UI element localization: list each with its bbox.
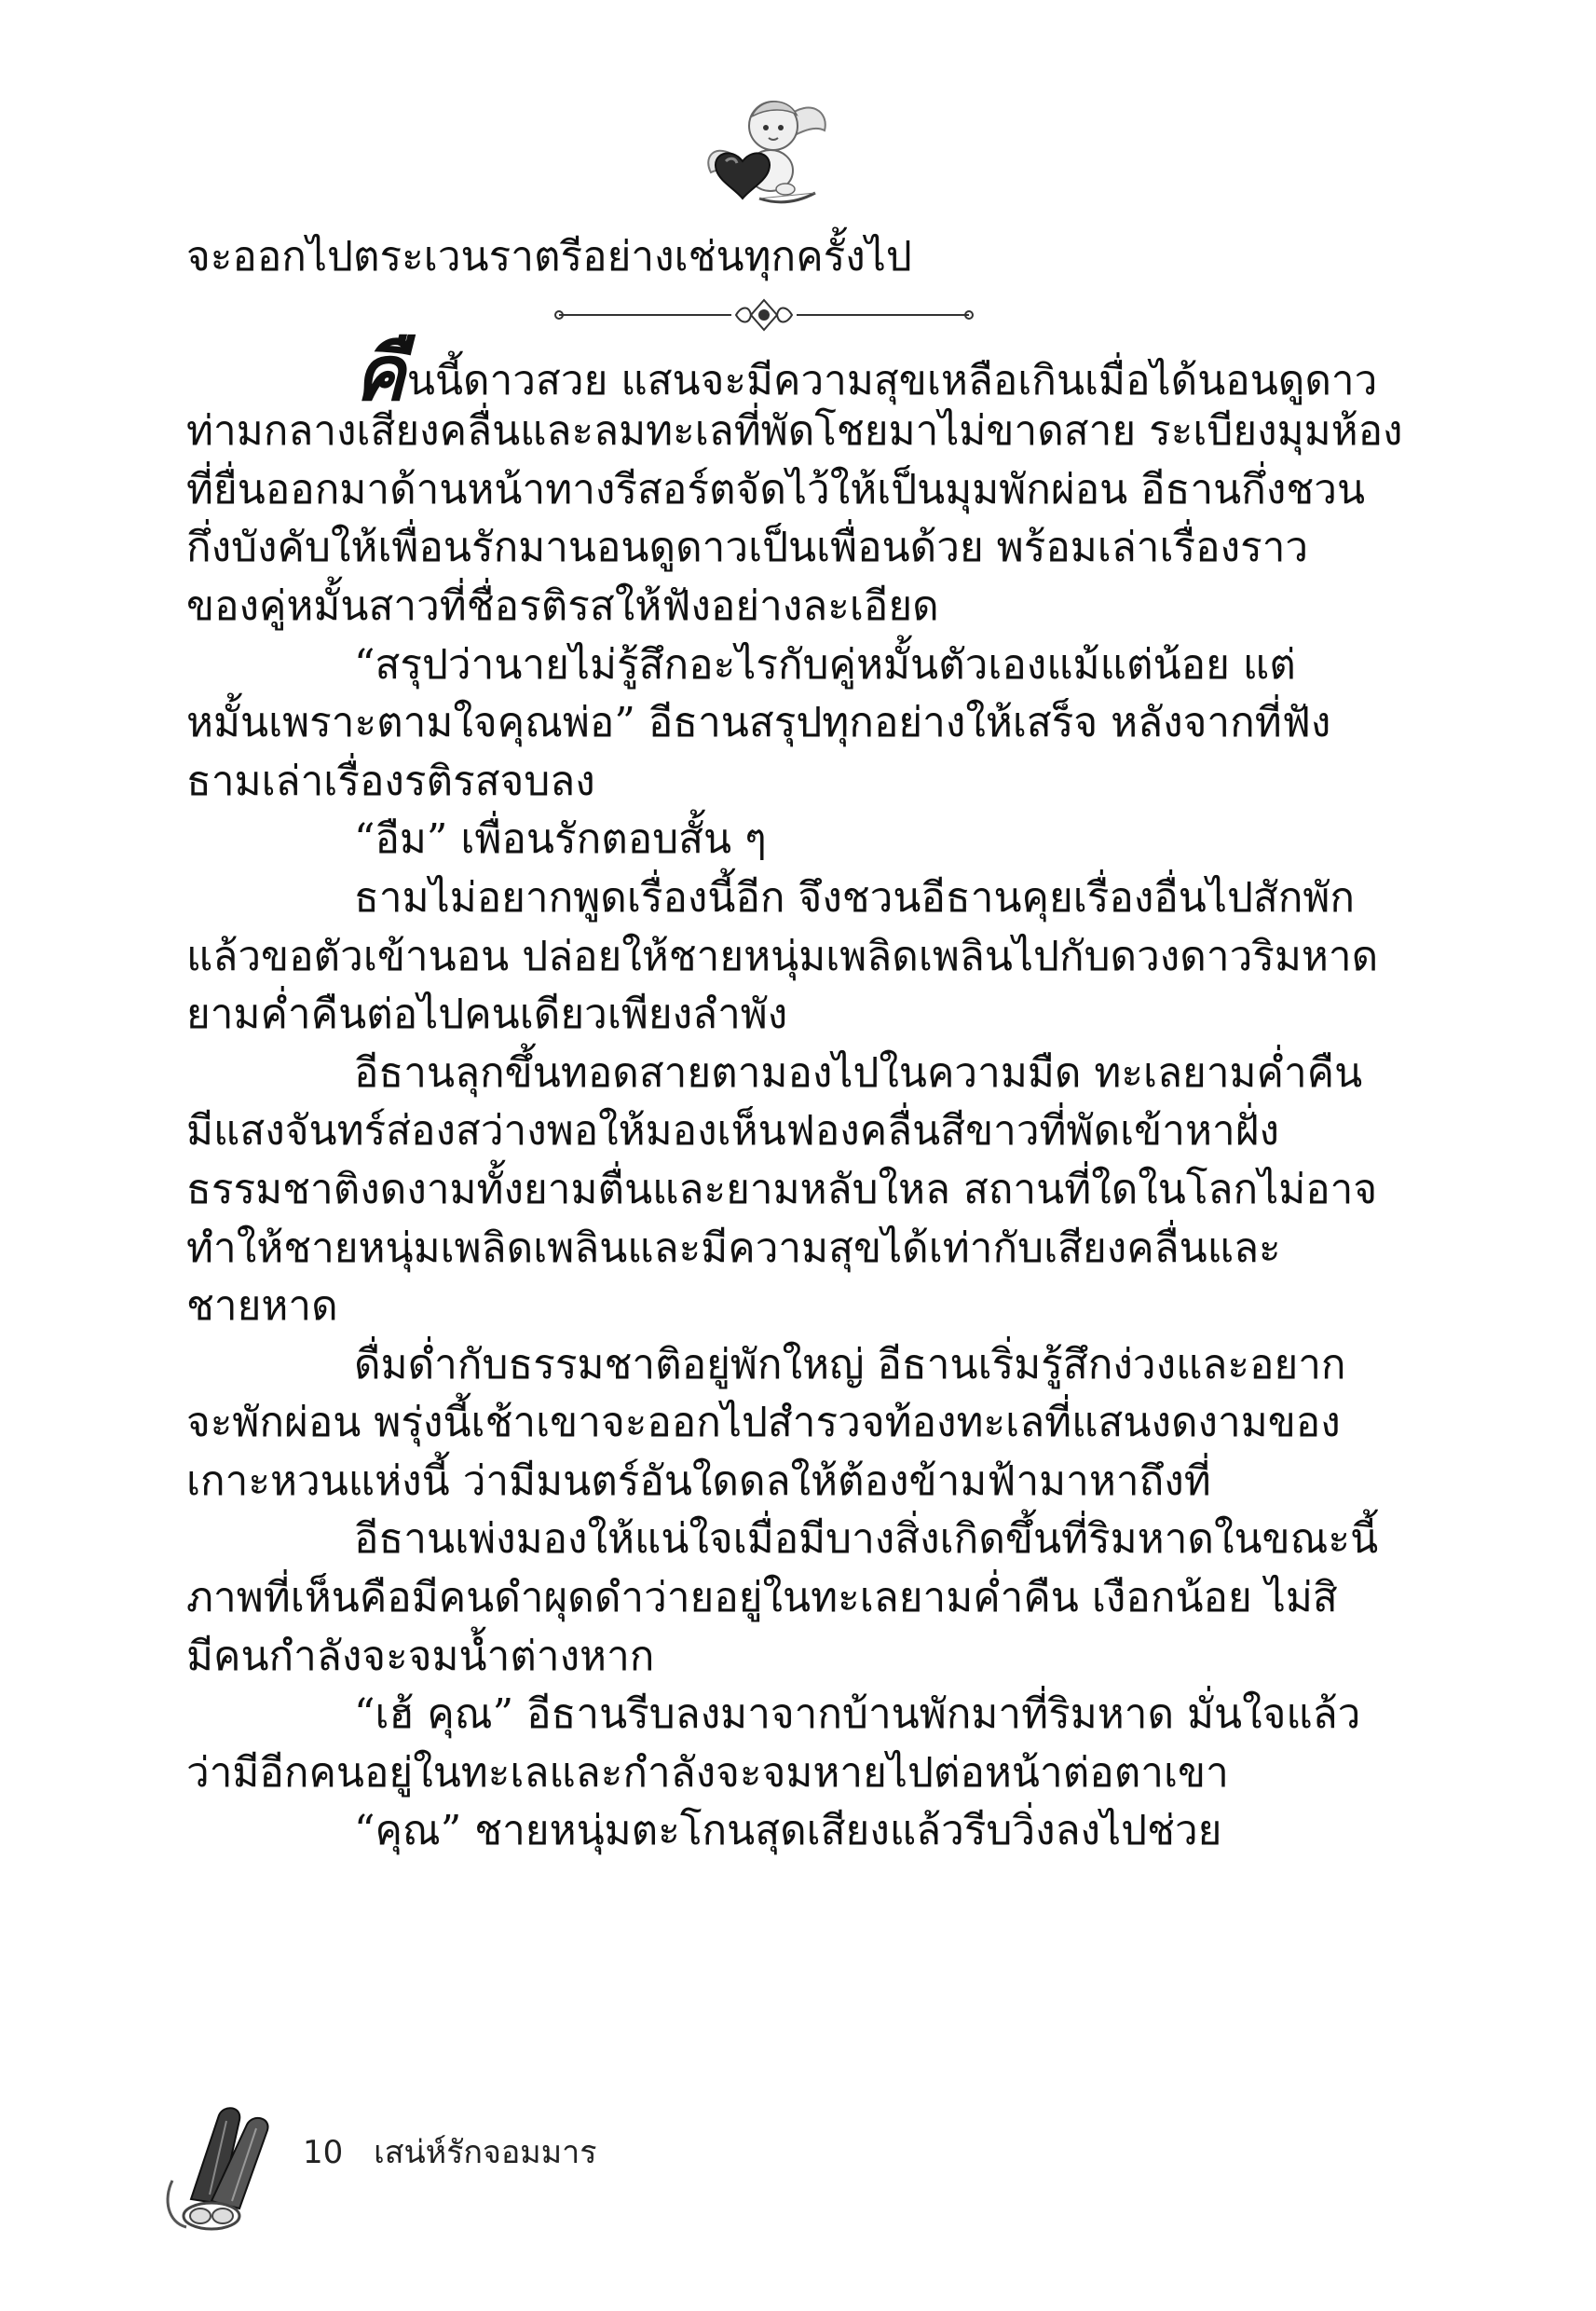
text-line: “อืม” เพื่อนรักตอบสั้น ๆ <box>354 815 767 864</box>
text-line: จะพักผ่อน พรุ่งนี้เช้าเขาจะออกไปสำรวจท้องทะเลที่แสนงดงามของ <box>186 1399 1341 1447</box>
text-line: จะออกไปตระเวนราตรีอย่างเช่นทุกครั้งไป <box>186 233 912 280</box>
diving-fins-and-mask-icon <box>154 2097 293 2236</box>
text-line: ยามค่ำคืนต่อไปคนเดียวเพียงลำพัง <box>186 991 788 1039</box>
text-line: นนี้ดาวสวย แสนจะมีความสุขเหลือเกินเมื่อได้นอนดูดาว <box>406 356 1378 404</box>
text-line: เกาะหวนแห่งนี้ ว่ามีมนตร์อันใดดลให้ต้องข้ามฟ้ามาหาถึงที่ <box>186 1456 1211 1505</box>
text-line: ทำให้ชายหนุ่มเพลิดเพลินและมีความสุขได้เท่ากับเสียงคลื่นและ <box>186 1224 1281 1272</box>
text-line: ดื่มด่ำกับธรรมชาติอยู่พักใหญ่ อีธานเริ่มรู้สึกง่วงและอยาก <box>354 1340 1346 1388</box>
text-line: “สรุปว่านายไม่รู้สึกอะไรกับคู่หมั้นตัวเองแม้แต่น้อย แต่ <box>354 640 1296 689</box>
text-line: อีธานลุกขึ้นทอดสายตามองไปในความมืด ทะเลยามค่ำคืน <box>354 1048 1363 1097</box>
text-line: ที่ยื่นออกมาด้านหน้าทางรีสอร์ตจัดไว้ให้เป็นมุมพักผ่อน อีธานกึ่งชวน <box>186 465 1366 513</box>
chapter-opening-line <box>186 328 1378 418</box>
text-line: ภาพที่เห็นคือมีคนดำผุดดำว่ายอยู่ในทะเลยามค่ำคืน เงือกน้อย ไม่สิ <box>186 1574 1338 1622</box>
drop-cap: คื <box>354 328 405 418</box>
page-body-text <box>186 228 1403 1861</box>
text-line: ท่ามกลางเสียงคลื่นและลมทะเลที่พัดโชยมาไม่ขาดสาย ระเบียงมุมห้อง <box>186 407 1403 456</box>
text-line: ธามเล่าเรื่องรติรสจบลง <box>186 757 595 805</box>
text-line: กึ่งบังคับให้เพื่อนรักมานอนดูดาวเป็นเพื่อนด้วย พร้อมเล่าเรื่องราว <box>186 524 1309 572</box>
ornamental-divider <box>550 296 978 334</box>
text-line: อีธานเพ่งมองให้แน่ใจเมื่อมีบางสิ่งเกิดขึ้นที่ริมหาดในขณะนี้ <box>354 1515 1379 1564</box>
text-line: ของคู่หมั้นสาวที่ชื่อรติรสให้ฟังอย่างละเอียด <box>186 581 939 630</box>
page-footer <box>303 2126 596 2177</box>
book-title: เสน่ห์รักจอมมาร <box>374 2134 597 2171</box>
page-number: 10 <box>303 2134 344 2171</box>
body-paragraphs <box>186 636 1379 1861</box>
text-line: ธรรมชาติงดงามทั้งยามตื่นและยามหลับใหล สถานที่ใดในโลกไม่อาจ <box>186 1165 1378 1213</box>
text-line: “คุณ” ชายหนุ่มตะโกนสุดเสียงแล้วรีบวิ่งลงไปช่วย <box>354 1807 1222 1855</box>
text-line: หมั้นเพราะตามใจคุณพ่อ” อีธานสรุปทุกอย่างให้เสร็จ หลังจากที่ฟัง <box>186 699 1331 747</box>
cupid-with-heart-icon <box>694 89 834 210</box>
text-line: มีคนกำลังจะจมน้ำต่างหาก <box>186 1632 655 1680</box>
text-line: ชายหาด <box>186 1282 338 1331</box>
text-line: มีแสงจันทร์ส่องสว่างพอให้มองเห็นฟองคลื่นสีขาวที่พัดเข้าหาฝั่ง <box>186 1107 1279 1156</box>
text-line: แล้วขอตัวเข้านอน ปล่อยให้ชายหนุ่มเพลิดเพลินไปกับดวงดาวริมหาด <box>186 932 1379 980</box>
text-line: ว่ามีอีกคนอยู่ในทะเลและกำลังจะจมหายไปต่อหน้าต่อตาเขา <box>186 1748 1229 1797</box>
text-line: “เฮ้ คุณ” อีธานรีบลงมาจากบ้านพักมาที่ริมหาด มั่นใจแล้ว <box>354 1690 1361 1739</box>
text-line: ธามไม่อยากพูดเรื่องนี้อีก จึงชวนอีธานคุยเรื่องอื่นไปสักพัก <box>354 873 1356 922</box>
